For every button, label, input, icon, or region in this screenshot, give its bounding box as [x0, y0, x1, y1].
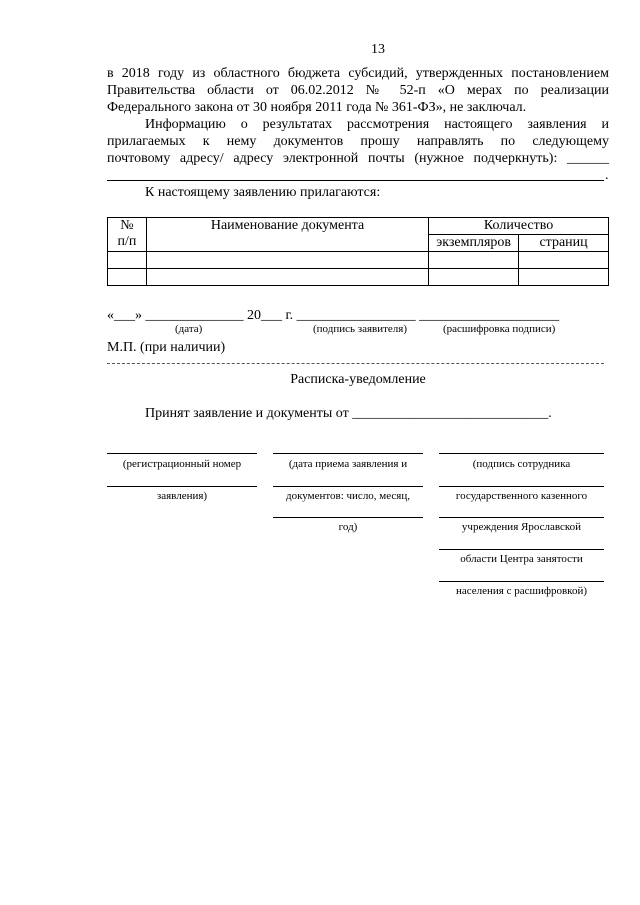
cut-line: [107, 363, 604, 364]
address-line-end: .: [605, 168, 609, 183]
date-caption: (дата): [175, 323, 203, 335]
para2-line1: Информацию о результатах рассмотрения настоящего заявления и: [145, 117, 609, 132]
decode-caption: (расшифровка подписи): [443, 323, 556, 335]
col-pages-header: страниц: [519, 235, 609, 252]
receive-date-caption-1: (дата приема заявления и: [288, 458, 408, 470]
receive-date-line: [273, 453, 423, 454]
receive-date-line-3: [273, 517, 423, 518]
reg-number-caption-1: (регистрационный номер: [122, 458, 242, 470]
employee-caption-1: (подпись сотрудника: [472, 458, 571, 470]
employee-sign-line-2: [439, 486, 604, 487]
table-row: [108, 252, 609, 269]
reg-number-line-2: [107, 486, 257, 487]
col-qty-header: Количество: [429, 218, 609, 235]
col-number-line1: №: [120, 218, 134, 233]
para1-line1: в 2018 году из областного бюджета субсидий, утвержденных постановлением: [107, 66, 609, 81]
para1-line3: Федерального закона от 30 ноября 2011 года № 361-ФЗ», не заключал.: [107, 100, 527, 115]
employee-sign-line-3: [439, 517, 604, 518]
page-number: 13: [371, 42, 385, 57]
employee-caption-2: государственного казенного: [455, 490, 588, 502]
employee-sign-line: [439, 453, 604, 454]
reg-number-line: [107, 453, 257, 454]
address-underline: [107, 180, 604, 181]
receipt-accepted: Принят заявление и документы от ____________________________.: [145, 406, 552, 421]
signature-caption: (подпись заявителя): [313, 323, 408, 335]
col-copies-header: экземпляров: [429, 235, 519, 252]
stamp-label: М.П. (при наличии): [107, 340, 226, 355]
receive-date-caption-2: документов: число, месяц,: [285, 490, 411, 502]
table-header-row: [108, 218, 609, 235]
receive-date-line-2: [273, 486, 423, 487]
employee-caption-3: учреждения Ярославской: [461, 521, 582, 533]
para2-line2: прилагаемых к нему документов прошу направлять по следующему: [107, 134, 609, 149]
table-row: [108, 269, 609, 286]
receipt-title: Расписка-уведомление: [290, 372, 426, 387]
para2-line3: почтовому адресу/ адресу электронной почты (нужное подчеркнуть): ______: [107, 151, 609, 166]
employee-caption-4: области Центра занятости: [460, 553, 583, 565]
col-number-line2: п/п: [117, 234, 137, 249]
receive-date-caption-3: год): [338, 521, 358, 533]
employee-sign-line-5: [439, 581, 604, 582]
reg-number-caption-2: заявления): [156, 490, 208, 502]
col-name-header: Наименование документа: [146, 218, 428, 252]
col-number-header: [108, 218, 147, 252]
employee-sign-line-4: [439, 549, 604, 550]
attachments-table: [107, 217, 609, 286]
date-signature-line: «___» ______________ 20___ г. _________________ ____________________: [107, 308, 560, 323]
attachments-heading: К настоящему заявлению прилагаются:: [145, 185, 381, 200]
employee-caption-5: населения с расшифровкой): [455, 585, 588, 597]
para1-line2: Правительства области от 06.02.2012 № 52-п «О мерах по реализации: [107, 83, 609, 98]
